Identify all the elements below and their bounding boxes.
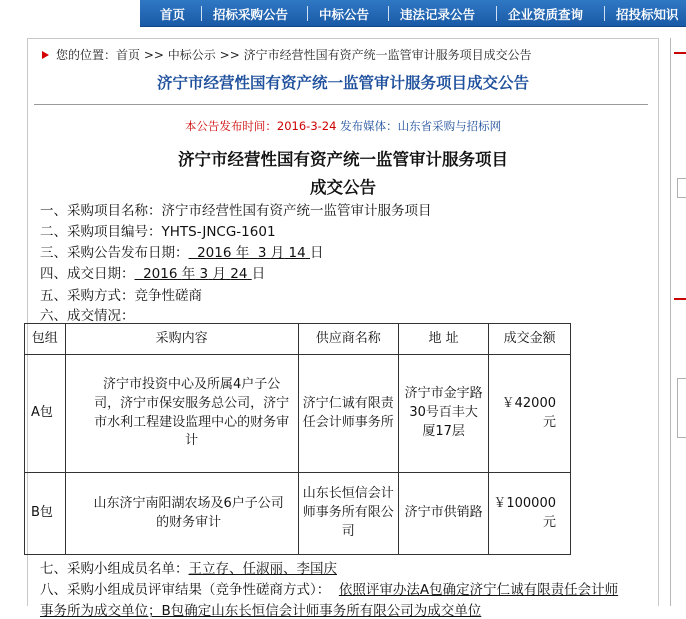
right-sidebar-edge [670,38,686,606]
item-value: 事务所为成交单位；B包确定山东长恒信会计师事务所有限公司为成交单位 [40,603,482,619]
right-sidebar-marker [674,298,686,300]
publish-date: 2016-3-24 [276,119,337,133]
publish-media-label: 发布媒体： [340,119,398,133]
nav-item-tender-notices[interactable]: 招标采购公告 [213,7,289,22]
month-char: 月 [270,245,285,261]
cell-amount: ￥42000元 [489,355,571,473]
right-sidebar-box [677,178,686,198]
item-value: YHTS-JNCG-1601 [161,224,276,240]
table-row [25,473,571,555]
item-value: 竞争性磋商 [134,288,202,304]
right-sidebar-box [677,378,686,438]
breadcrumb [56,46,532,63]
cell-amount: ￥100000元 [489,473,571,555]
document-title-line1: 济宁市经营性国有资产统一监管审计服务项目 [178,150,508,169]
item-review-result-continued [40,599,481,619]
table-row [25,355,571,473]
award-table [24,323,571,555]
table-header-row [25,324,571,355]
cell-group: B包 [25,473,66,555]
item-award-status [40,304,135,324]
year-char: 年 [235,245,250,261]
page-title: 济宁市经营性国有资产统一监管审计服务项目成交公告 [156,74,529,92]
nav-item-violation-records[interactable]: 违法记录公告 [400,7,476,22]
item-project-number [40,220,276,240]
year-char: 年 [181,266,196,282]
publish-info [27,118,659,134]
nav-separator [201,6,202,21]
item-award-date [40,262,265,282]
title-divider [34,104,648,105]
item-value: 依照评审办法A包确定济宁仁诚有限责任会计师 [338,582,619,598]
breadcrumb-separator: >> [143,48,164,62]
date-year: 2016 [143,266,178,282]
cell-supplier: 山东长恒信会计师事务所有限公司 [298,473,398,555]
item-panel-members [40,557,337,577]
date-day: 14 [288,245,306,261]
cell-address: 济宁市供销路 [398,473,488,555]
cell-content: 济宁市投资中心及所属4户子公司，济宁市保安服务总公司，济宁市水利工程建设监理中心的财务审计 [65,355,298,473]
item-label: 八、采购小组成员评审结果（竞争性磋商方式）： [40,582,331,598]
cell-content: 山东济宁南阳湖农场及6户子公司的财务审计 [65,473,298,555]
publish-time-label: 本公告发布时间： [184,119,277,133]
table-header: 供应商名称 [298,324,398,355]
nav-item-bidding-knowledge[interactable]: 招投标知识 [616,7,679,22]
table-header: 采购内容 [65,324,298,355]
nav-item-home[interactable]: 首页 [160,7,186,22]
item-label: 五、采购方式： [40,288,135,304]
nav-separator [307,6,308,21]
date-month: 3 [199,266,209,282]
right-sidebar-marker [674,52,686,54]
breadcrumb-section-link[interactable]: 中标公示 [167,48,216,62]
item-label: 二、采购项目编号： [40,224,162,240]
date-month: 3 [257,245,267,261]
top-navigation-blank [0,0,140,27]
nav-item-qualification-query[interactable]: 企业资质查询 [508,7,584,22]
nav-separator [388,6,389,21]
publish-media-link[interactable]: 山东省采购与招标网 [397,119,502,133]
item-value: 王立存、任淑丽、李国庆 [188,561,337,577]
day-char: 日 [251,266,266,282]
day-char: 日 [310,245,324,261]
item-label: 六、成交情况： [40,308,135,324]
item-label: 一、采购项目名称： [40,203,162,219]
breadcrumb-current: 济宁市经营性国有资产统一监管审计服务项目成交公告 [243,48,532,62]
document-title-line2: 成交公告 [310,178,376,197]
item-procurement-method [40,284,202,304]
breadcrumb-separator: >> [219,48,240,62]
breadcrumb-home-link[interactable]: 首页 [116,48,141,62]
cell-address: 济宁市金宇路30号百丰大厦17层 [398,355,488,473]
table-header: 成交金额 [489,324,571,355]
nav-separator [604,6,605,21]
date-day: 24 [230,266,248,282]
breadcrumb-prefix: 您的位置： [56,48,117,62]
nav-separator [496,6,497,21]
item-review-result [40,578,618,598]
month-char: 月 [212,266,226,282]
item-label: 七、采购小组成员名单： [40,561,189,577]
item-label: 四、成交日期： [40,266,135,282]
item-value: 济宁市经营性国有资产统一监管审计服务项目 [161,203,432,219]
top-navigation [0,0,686,27]
table-header: 地 址 [398,324,488,355]
item-project-name [40,199,432,219]
item-label: 三、采购公告发布日期： [40,245,189,261]
item-announce-date [40,241,324,261]
cell-group: A包 [25,355,66,473]
table-header: 包组 [25,324,66,355]
nav-item-award-notices[interactable]: 中标公告 [319,7,370,22]
arrow-right-icon [42,51,49,59]
cell-supplier: 济宁仁诚有限责任会计师事务所 [298,355,398,473]
date-year: 2016 [197,245,232,261]
